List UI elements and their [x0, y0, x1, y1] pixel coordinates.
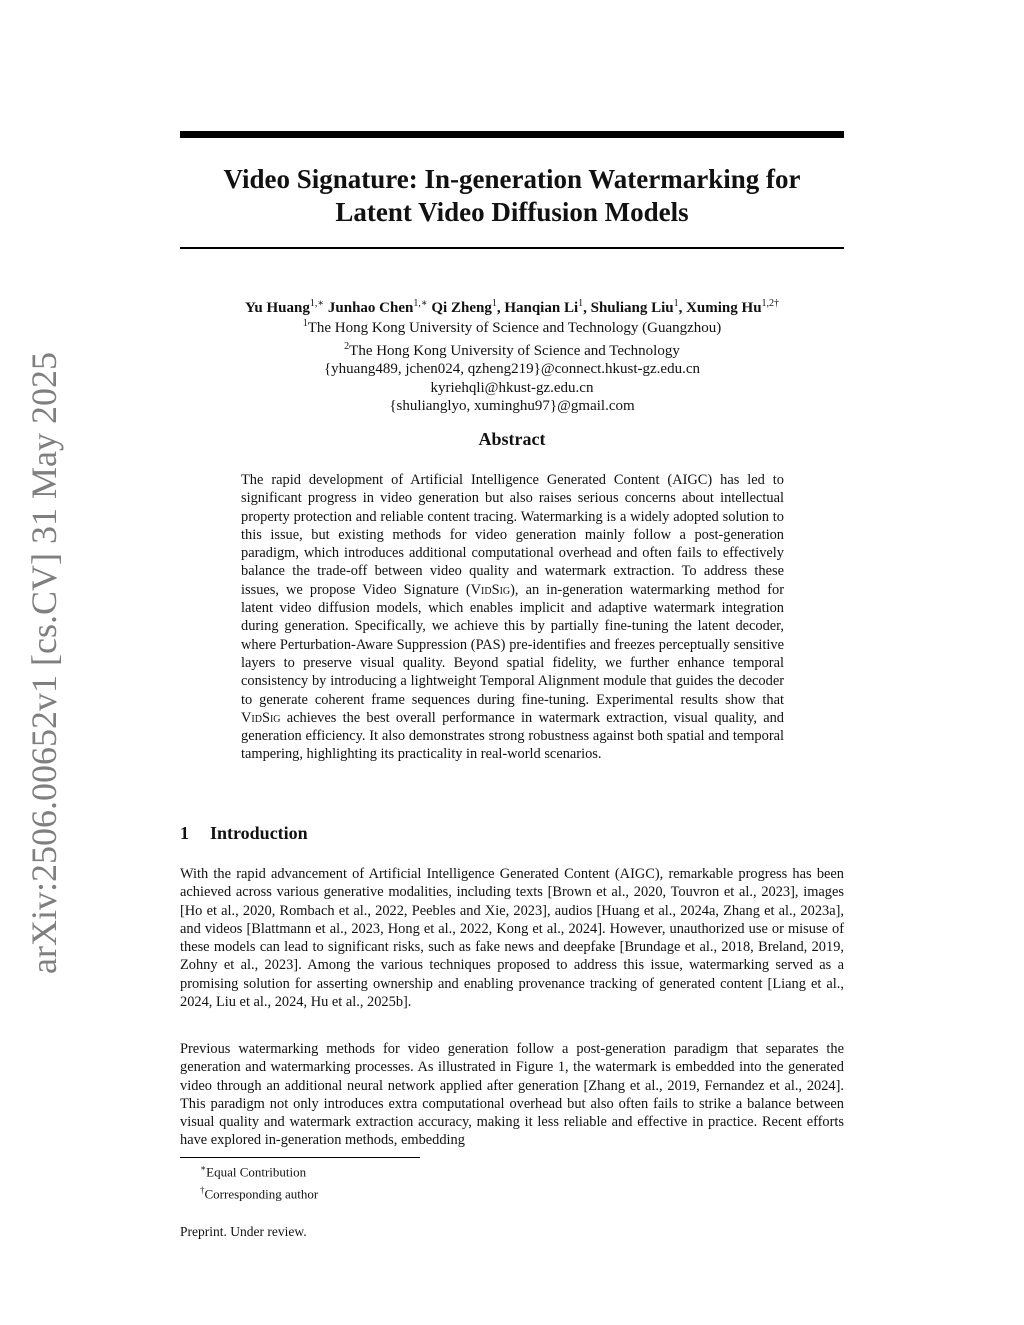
footnote-text: Corresponding author [204, 1186, 319, 1202]
footnote-1 [200, 1159, 318, 1181]
preprint-note: Preprint. Under review. [180, 1224, 307, 1239]
affiliation-2 [180, 338, 844, 361]
author-affil-mark: 1,∗ [413, 298, 428, 309]
title-rule-bottom [180, 247, 844, 249]
abstract-part: ), an in-generation watermarking method for latent video diffusion models, which enables implicit and adaptive watermark integration during generation. Specifically, we achieve this by partially fine-tuning the latent decoder, where Perturbation-Aware Suppression (PAS) pre-identifies and freezes perceptually sensitive layers to preserve visual quality. Beyond spatial fidelity, we further enhance temporal consistency by introducing a lightweight Temporal Alignment module that guides the decoder to generate coherent frame sequences during fine-tuning. Experimental results show that [241, 581, 784, 708]
author-name: Xuming Hu [686, 300, 762, 316]
section-number: 1 [180, 823, 189, 843]
footnote-text: Equal Contribution [206, 1164, 307, 1180]
affiliation-text: The Hong Kong University of Science and Technology (Guangzhou) [307, 320, 722, 336]
paper-title [180, 163, 844, 229]
abstract-part: The rapid development of Artificial Intelligence Generated Content (AIGC) has led to significant progress in video generation but also raises serious concerns about intellectual property protection and reliable content tracing. Watermarking is a widely adopted solution to this issue, but existing methods for video generation mainly follow a post-generation paradigm, which introduces additional computational overhead and often fails to effectively balance the trade-off between video quality and watermark extraction. To address these issues, we propose Video Signature ( [241, 472, 784, 598]
author-separator: , [583, 300, 591, 316]
affiliation-mark: 2 [344, 340, 350, 352]
author-affil-mark: 1,∗ [309, 298, 325, 309]
author-name: Yu Huang [244, 300, 310, 316]
method-name: VidSig [241, 709, 281, 726]
method-name: VidSig [470, 581, 511, 598]
author-affil-mark: 1 [491, 298, 497, 309]
affiliation-1 [180, 315, 844, 338]
author-name: Hanqian Li [504, 300, 579, 316]
author-separator: , [496, 300, 505, 316]
intro-paragraph-2: Previous watermarking methods for video generation follow a post-generation paradigm that separates the generation and watermarking processes. As illustrated in Figure 1, the watermark is embedded into the generated video through an additional neural network applied after generation [Zhang et al., 2019, Fernandez et al., 2024]. This paradigm not only introduces extra computational overhead but also often fails to strike a balance between visual quality and watermark extraction accuracy, making it less reliable and effective in practice. Recent efforts have explored in-generation methods, embedding [180, 1041, 844, 1149]
footnote-rule [180, 1157, 420, 1158]
section-title: Introduction [210, 823, 308, 843]
author-name: Junhao Chen [327, 300, 414, 316]
title-line-2: Latent Video Diffusion Models [335, 197, 689, 227]
footnote-2 [200, 1181, 318, 1203]
arxiv-identifier: arXiv:2506.00652v1 [cs.CV] 31 May 2025 [24, 352, 64, 974]
affiliation-text: The Hong Kong University of Science and Technology [349, 342, 680, 359]
author-separator: , [678, 300, 687, 316]
footnotes [200, 1159, 318, 1204]
author-affil-mark: 1 [578, 298, 584, 309]
intro-paragraph-1: With the rapid advancement of Artificial Intelligence Generated Content (AIGC), remarkable progress has been achieved across various generative modalities, including texts [Brown et al., 2020, Touvron et al., 2023], images [Ho et al., 2020, Rombach et al., 2022, Peebles and Xie, 2023], audios [Huang et al., 2024a, Zhang et al., 2023a], and videos [Blattmann et al., 2023, Hong et al., 2022, Kong et al., 2024]. However, unauthorized use or misuse of these models can lead to significant risks, such as fake news and deepfake [Brundage et al., 2018, Breland, 2019, Zohny et al., 2023]. Among the various techniques proposed to address this issue, watermarking served as a promising solution for asserting ownership and enabling provenance tracking of generated content [Liang et al., 2024, Liu et al., 2024, Hu et al., 2025b]. [180, 866, 844, 1011]
email-line[interactable]: kyriehqli@hkust-gz.edu.cn [430, 379, 594, 396]
title-rule-top [180, 131, 844, 138]
footnote-mark: ∗ [200, 1163, 207, 1173]
section-heading [180, 823, 308, 844]
author-name: Qi Zheng [431, 300, 492, 316]
affiliation-mark: 1 [302, 318, 308, 329]
abstract-part: achieves the best overall performance in watermark extraction, visual quality, and generation efficiency. It also demonstrates strong robustness against both spatial and temporal tampering, highlighting its practicality in real-world scenarios. [241, 709, 784, 763]
affiliations [180, 315, 844, 416]
author-affil-mark: 1 [673, 298, 679, 309]
abstract-heading: Abstract [478, 429, 546, 449]
footnote-mark: † [200, 1185, 205, 1196]
email-line[interactable]: {shulianglyo, xuminghu97}@gmail.com [389, 398, 635, 414]
title-line-1: Video Signature: In-generation Watermarking for [223, 164, 801, 194]
author-name: Shuliang Liu [590, 300, 674, 316]
email-line[interactable]: {yhuang489, jchen024, qzheng219}@connect.hkust-gz.edu.cn [323, 361, 701, 377]
author-affil-mark: 1,2† [761, 298, 780, 309]
abstract-text [241, 471, 784, 764]
